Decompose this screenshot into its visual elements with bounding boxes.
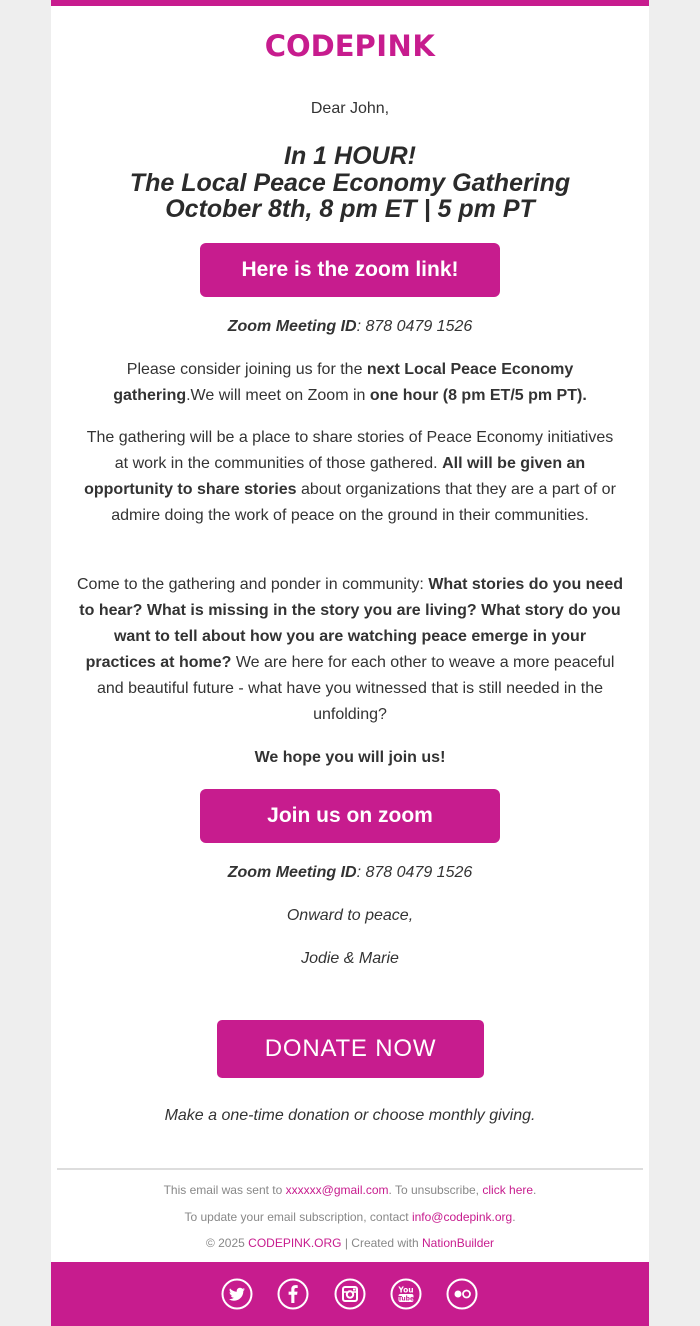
headline: [81, 143, 619, 223]
ponder-paragraph: [77, 572, 623, 728]
recipient-email-link[interactable]: xxxxxx@gmail.com: [285, 1183, 389, 1197]
codepink-org-link[interactable]: CODEPINK.ORG: [248, 1236, 342, 1250]
donate-now-button[interactable]: DONATE NOW: [217, 1020, 484, 1078]
email-container: [51, 0, 649, 1326]
description-paragraph: [81, 425, 619, 529]
join-zoom-button[interactable]: Join us on zoom: [200, 789, 500, 843]
intro-bold-2: one hour (8 pm ET/5 pm PT).: [369, 387, 587, 404]
zoom-meeting-id-repeat: [81, 863, 619, 883]
copyright-text: © 2025: [205, 1236, 249, 1250]
svg-text:Tube: Tube: [397, 1295, 415, 1303]
intro-paragraph: [81, 357, 619, 409]
meeting-id-label: Zoom Meeting ID: [227, 318, 357, 335]
facebook-icon[interactable]: [277, 1278, 309, 1310]
description-bold: All will be given an opportunity to share stories: [84, 455, 586, 498]
footer-update-suffix: .: [512, 1210, 516, 1224]
social-bar: [51, 1262, 649, 1326]
intro-bold-1: next Local Peace Economy gathering: [113, 361, 574, 404]
flickr-icon[interactable]: [446, 1278, 478, 1310]
footer-sent-line: [51, 1182, 649, 1198]
footer-update-prefix: To update your email subscription, contact: [184, 1210, 412, 1224]
hope-line: We hope you will join us!: [254, 749, 446, 766]
description-text-1: The gathering will be a place to share stories of Peace Economy initiatives at work in the communities of those gathered.: [86, 429, 614, 472]
headline-line-2: The Local Peace Economy Gathering: [129, 168, 571, 197]
greeting: Dear John,: [310, 100, 390, 117]
description-text-2: about organizations that they are a part of or admire doing the work of peace on the ground in their communities.: [111, 481, 616, 524]
zoom-link-button[interactable]: Here is the zoom link!: [200, 243, 500, 297]
signoff-line: Onward to peace,: [286, 907, 414, 924]
donation-note: Make a one-time donation or choose monthly giving.: [164, 1107, 536, 1124]
intro-text-1: Please consider joining us for the: [126, 361, 367, 378]
intro-text-2: .We will meet on Zoom in: [186, 387, 370, 404]
footer-divider: [57, 1168, 643, 1170]
ponder-questions: What stories do you need to hear? What is missing in the story you are living? What story do you want to tell about how you are watching peace emerge in your practices at home?: [79, 576, 623, 671]
meeting-id-value: : 878 0479 1526: [356, 318, 473, 335]
headline-line-3: October 8th, 8 pm ET | 5 pm PT: [165, 195, 535, 223]
ponder-text-2: We are here for each other to weave a more peaceful and beautiful future - what have you witnessed that is still needed in the unfolding?: [96, 654, 615, 723]
contact-email-link[interactable]: info@codepink.org: [411, 1210, 513, 1224]
footer-update-line: [51, 1209, 649, 1225]
logo-pink-text: PINK: [354, 29, 436, 63]
unsubscribe-link[interactable]: click here: [482, 1183, 534, 1197]
instagram-icon[interactable]: [334, 1278, 366, 1310]
signature-names: Jodie & Marie: [301, 950, 399, 967]
ponder-text-1: Come to the gathering and ponder in community:: [77, 576, 429, 593]
twitter-icon[interactable]: [221, 1278, 253, 1310]
nationbuilder-link[interactable]: NationBuilder: [422, 1236, 495, 1250]
footer-sent-prefix: This email was sent to: [163, 1183, 286, 1197]
footer-copyright-line: [51, 1235, 649, 1251]
headline-line-1: In 1 HOUR!: [284, 142, 416, 170]
codepink-logo[interactable]: [51, 28, 649, 64]
meeting-id-value: : 878 0479 1526: [356, 864, 473, 881]
zoom-meeting-id: [81, 317, 619, 337]
created-with-text: | Created with: [341, 1236, 422, 1250]
meeting-id-label: Zoom Meeting ID: [227, 864, 357, 881]
top-accent-bar: [51, 0, 649, 6]
svg-text:You: You: [398, 1285, 414, 1295]
footer-unsub-prefix: . To unsubscribe,: [388, 1183, 483, 1197]
footer-unsub-suffix: .: [533, 1183, 537, 1197]
youtube-icon[interactable]: [390, 1278, 422, 1310]
logo-code-text: CODE: [264, 29, 355, 63]
